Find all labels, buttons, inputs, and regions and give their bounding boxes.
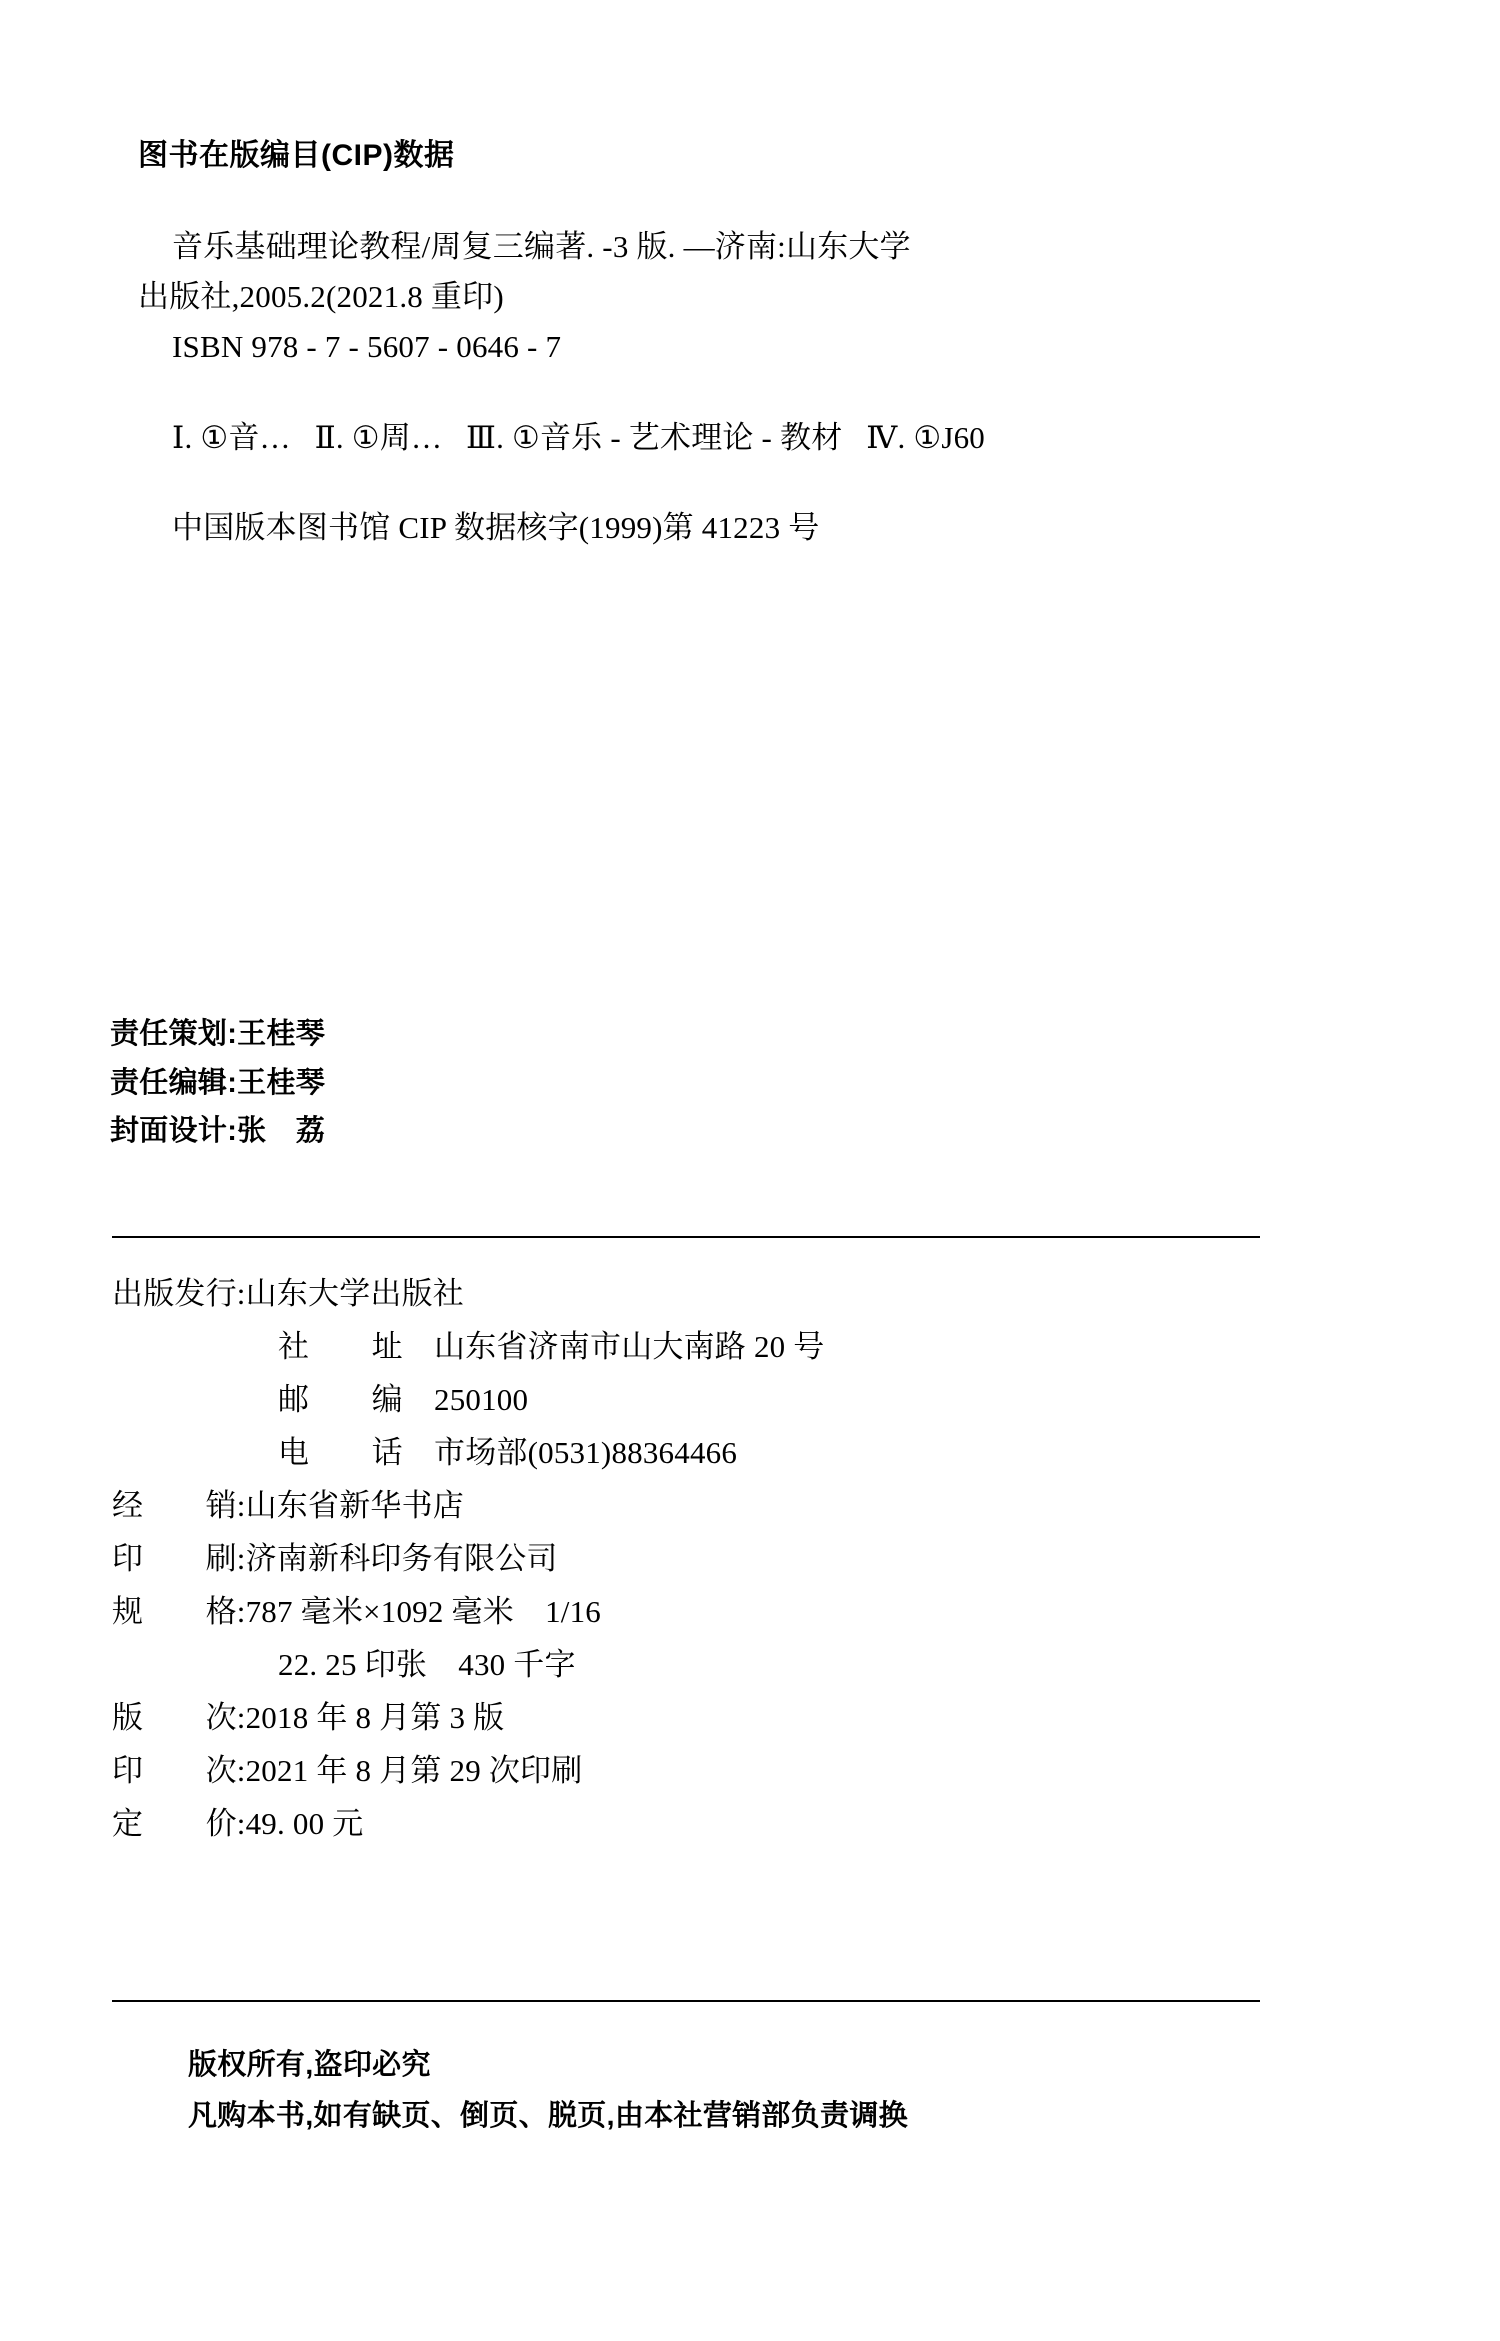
credit-cover-designer: 封面设计:张 荔 — [110, 1115, 326, 1148]
imprint-edition: 版 次:2018 年 8 月第 3 版 — [112, 1700, 505, 1735]
imprint-format: 规 格:787 毫米×1092 毫米 1/16 — [112, 1594, 602, 1629]
cip-classification: Ⅰ. ①音… Ⅱ. ①周… Ⅲ. ①音乐 - 艺术理论 - 教材 Ⅳ. ①J60 — [172, 419, 986, 455]
imprint-printer: 印 刷:济南新科印务有限公司 — [112, 1541, 558, 1576]
cip-isbn: ISBN 978 - 7 - 5607 - 0646 - 7 — [172, 329, 562, 365]
imprint-postcode: 邮 编 250100 — [278, 1382, 529, 1417]
copyright-notice — [188, 2040, 1268, 2142]
imprint-printing: 印 次:2021 年 8 月第 29 次印刷 — [112, 1753, 583, 1788]
imprint-publisher: 出版发行:山东大学出版社 — [112, 1276, 465, 1311]
imprint-sheets: 22. 25 印张 430 千字 — [278, 1647, 576, 1682]
cip-number: 中国版本图书馆 CIP 数据核字(1999)第 41223 号 — [172, 509, 820, 545]
imprint-phone: 电 话 市场部(0531)88364466 — [278, 1435, 738, 1470]
cip-heading: 图书在版编目(CIP)数据 — [138, 139, 455, 172]
notice-rights: 版权所有,盗印必究 — [188, 2049, 431, 2081]
imprint-address: 社 址 山东省济南市山大南路 20 号 — [278, 1329, 825, 1364]
cip-publisher-line: 出版社,2005.2(2021.8 重印) — [138, 279, 504, 315]
credits-block — [110, 1010, 1270, 1156]
divider-bottom — [112, 2000, 1260, 2002]
credit-editor: 责任编辑:王桂琴 — [110, 1066, 326, 1099]
cip-title-line: 音乐基础理论教程/周复三编著. -3 版. —济南:山东大学 — [172, 229, 911, 264]
cip-body — [138, 222, 1268, 553]
imprint-price: 定 价:49. 00 元 — [112, 1806, 364, 1841]
imprint-block — [112, 1278, 1272, 1861]
cip-block — [138, 130, 1268, 553]
credit-planner: 责任策划:王桂琴 — [110, 1018, 326, 1050]
imprint-distributor: 经 销:山东省新华书店 — [112, 1488, 465, 1523]
notice-exchange: 凡购本书,如有缺页、倒页、脱页,由本社营销部负责调换 — [188, 2099, 908, 2132]
divider-top — [112, 1236, 1260, 1238]
